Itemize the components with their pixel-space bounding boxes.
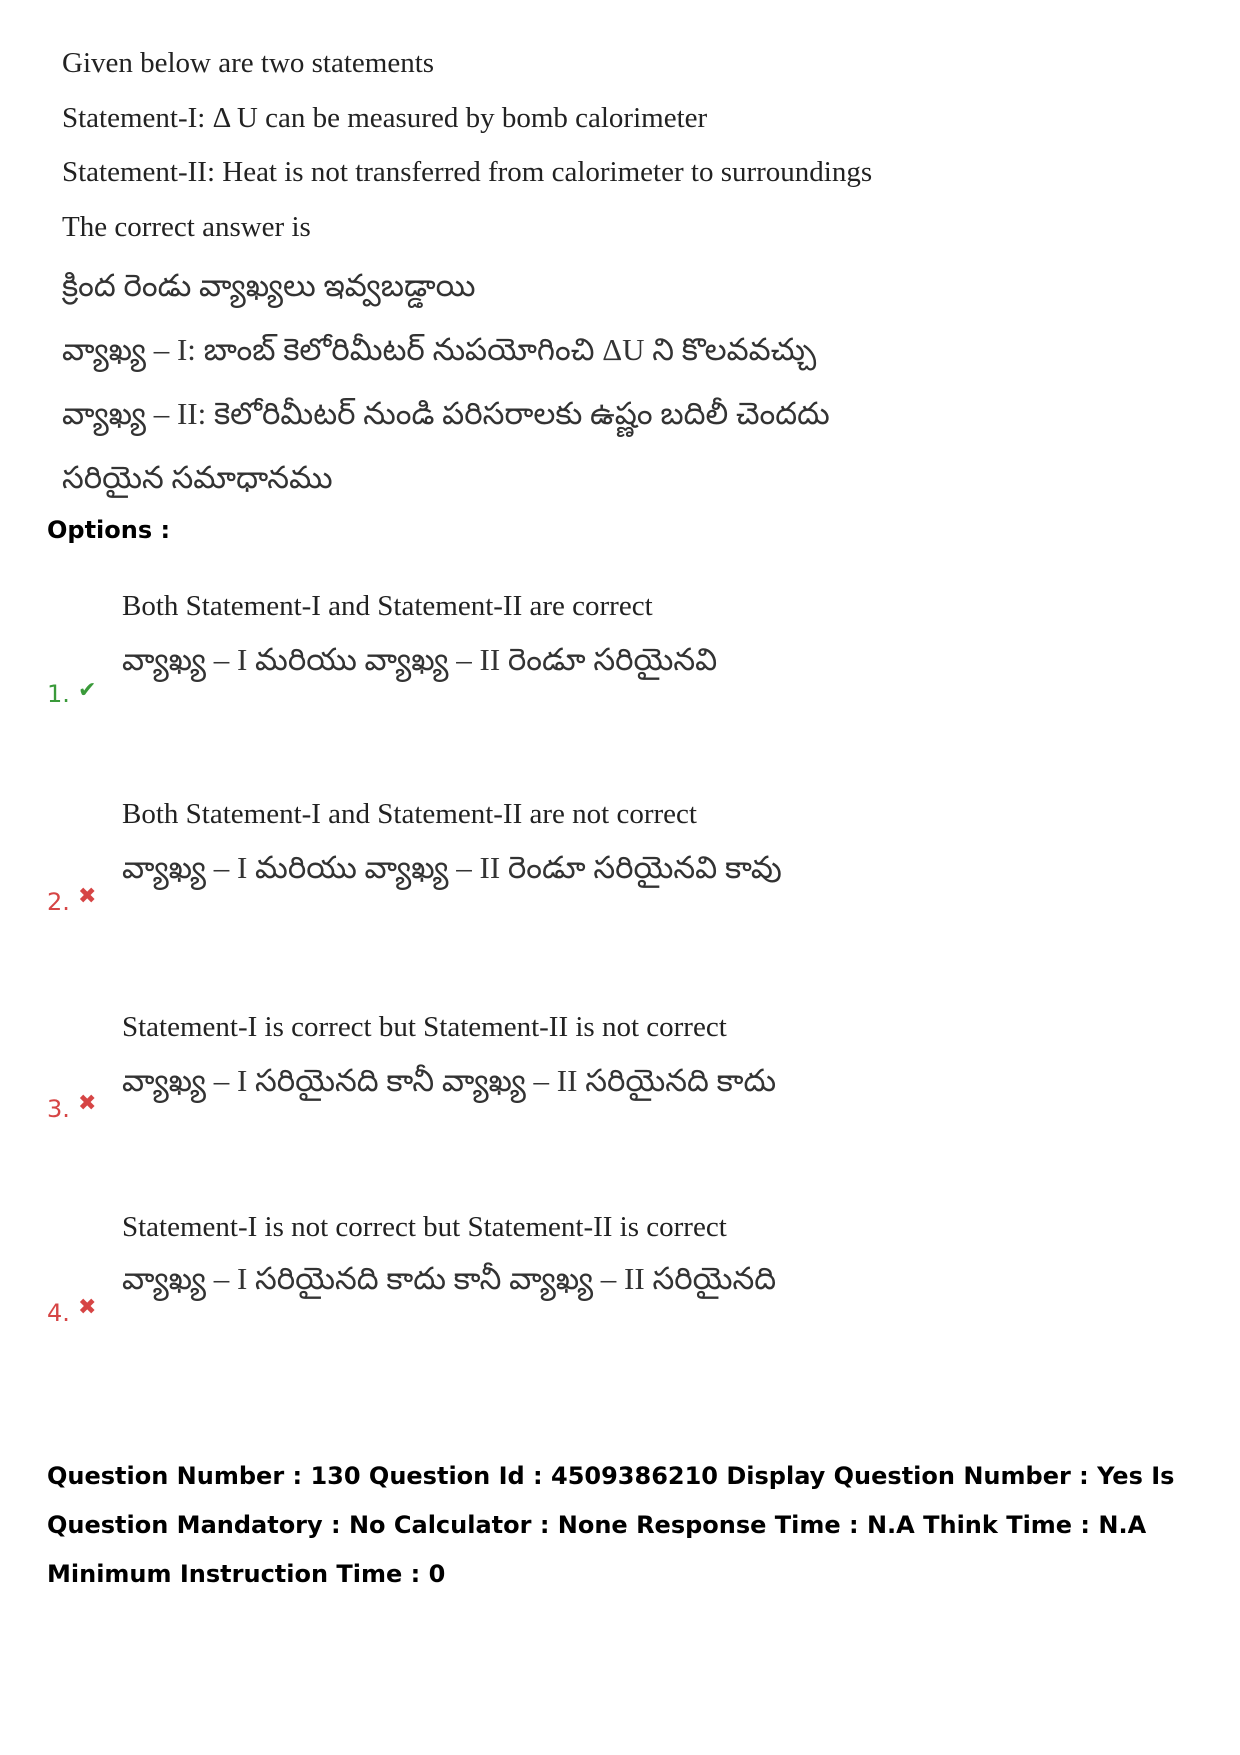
option-text-en: Both Statement-I and Statement-II are correct xyxy=(122,590,653,622)
option-4[interactable] xyxy=(0,1203,1240,1363)
cross-icon: ✖ xyxy=(78,1091,97,1116)
option-number: 1. xyxy=(47,680,70,708)
option-text-en: Both Statement-I and Statement-II are not correct xyxy=(122,798,697,830)
options-heading: Options : xyxy=(47,516,171,544)
question-text-block xyxy=(62,36,962,510)
option-1[interactable] xyxy=(0,580,1240,740)
question-intro-telugu: క్రింద రెండు వ్యాఖ్యలు ఇవ్వబడ్డాయి xyxy=(62,268,476,303)
option-number: 3. xyxy=(47,1095,70,1123)
answer-prompt: The correct answer is xyxy=(62,210,311,243)
cross-icon: ✖ xyxy=(78,1295,97,1320)
question-metadata: Question Number : 130 Question Id : 4509386210 Display Question Number : Yes Is Question Mandatory : No Calculator : None Response Time : N.A Think Time : N.A Minimum Instruction Time : 0 xyxy=(47,1462,1175,1588)
option-text-en: Statement-I is correct but Statement-II is not correct xyxy=(122,1011,727,1043)
statement-2: Statement-II: Heat is not transferred from calorimeter to surroundings xyxy=(62,156,873,188)
option-text-te: వ్యాఖ్య – I మరియు వ్యాఖ్య – II రెండూ సరియైనవి కావు xyxy=(122,850,782,885)
option-number: 2. xyxy=(47,888,70,916)
option-text-te: వ్యాఖ్య – I మరియు వ్యాఖ్య – II రెండూ సరియైనవి xyxy=(122,642,718,677)
statement-1-telugu: వ్యాఖ్య – I: బాంబ్ కెలోరిమీటర్ నుపయోగించి ΔU ని కొలవవచ్చు xyxy=(62,332,817,367)
answer-prompt-telugu: సరియైన సమాధానము xyxy=(62,460,333,495)
check-icon: ✔ xyxy=(78,678,97,703)
option-text-te: వ్యాఖ్య – I సరియైనది కాదు కానీ వ్యాఖ్య – II సరియైనది xyxy=(122,1261,777,1296)
option-2[interactable] xyxy=(0,788,1240,948)
statement-1: Statement-I: Δ U can be measured by bomb calorimeter xyxy=(62,101,708,134)
option-text-en: Statement-I is not correct but Statement-II is correct xyxy=(122,1211,727,1243)
cross-icon: ✖ xyxy=(78,884,97,909)
option-text-te: వ్యాఖ్య – I సరియైనది కానీ వ్యాఖ్య – II సరియైనది కాదు xyxy=(122,1063,777,1098)
option-3[interactable] xyxy=(0,1001,1240,1161)
option-number: 4. xyxy=(47,1299,70,1327)
statement-2-telugu: వ్యాఖ్య – II: కెలోరిమీటర్ నుండి పరిసరాలకు ఉష్ణం బదిలీ చెందదు xyxy=(62,396,830,431)
question-intro: Given below are two statements xyxy=(62,47,435,79)
